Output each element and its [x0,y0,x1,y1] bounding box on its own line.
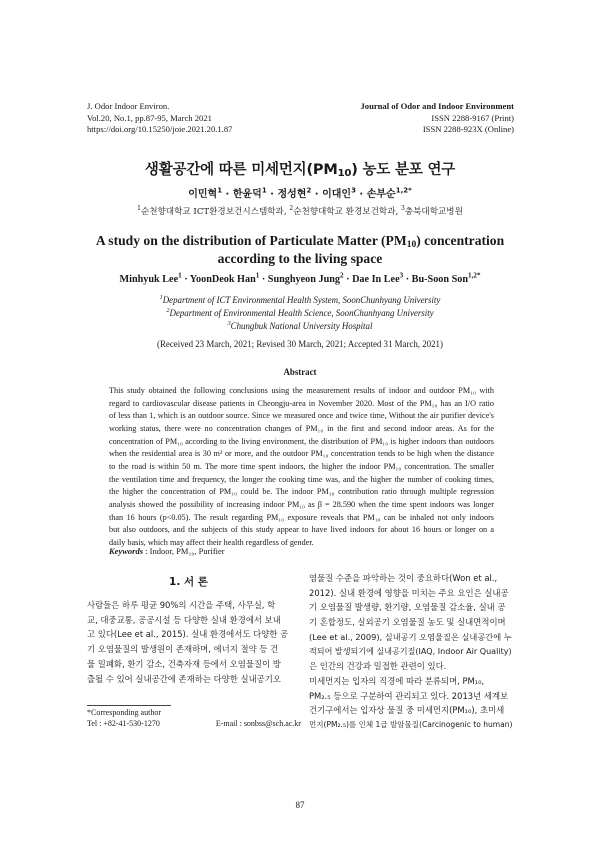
author-affil-mark: 1,2* [395,186,412,195]
journal-short-name: J. Odor Indoor Environ. [87,101,170,111]
body-column-right [309,571,514,733]
affiliation-text: 순천향대학교 ICT환경보건시스템학과, [140,207,290,217]
affiliation-text: 순천향대학교 환경보건학과, [293,207,401,217]
affiliation-text: Department of ICT Environmental Health System, SoonChunhyang University [162,295,441,305]
body-line: 기 오염물질 발생량, 환기량, 오염물질 감소율, 실내 공 [309,602,506,613]
affiliation-mark: 2 [289,205,294,213]
body-line: 기 오염물질의 발생원이 존재하며, 에너지 절약 등 건 [87,644,279,655]
footnote-rule [87,705,171,706]
volume-info: Vol.20, No.1, pp.87-95, March 2021 [87,112,212,123]
footnote-email[interactable]: E-mail : sonbss@sch.ac.kr [215,718,301,728]
author-affil-mark: 3 [351,186,356,195]
affiliation-line [0,307,600,320]
abstract-line: regard to cardiovascular disease patients in Cheongju-area in November 2020. Most of the PM₁₀ has an I/O ratio [109,398,494,408]
affiliation-mark: 3 [400,205,405,213]
author-name: 한윤덕 [232,189,262,200]
body-line: (Lee et al., 2009), 실내공기 오염물질은 실내공간에 누 [309,631,512,642]
received-dates: (Received 23 March, 2021; Revised 30 March, 2021; Accepted 31 March, 2021) [157,339,443,349]
body-line: 은 인간의 건강과 밀접한 관련이 있다. [309,661,447,672]
author-affil-mark: 1 [178,271,182,280]
affiliation-text: 충북대학교병원 [404,207,463,217]
body-line: 사람들은 하루 평균 90%의 시간을 주택, 사무실, 학 [87,600,276,610]
abstract-line: of less than 1, which is an outdoor source. Since we measured once and twice time, Without the air purifier device's [109,411,494,421]
author-name: 손부순 [366,189,396,200]
affiliation-line [0,320,600,333]
author-affil-mark: 1 [217,186,223,195]
body-line: 염물질 수준을 파악하는 것이 중요하다(Won et al., [309,573,498,583]
korean-title: 생활공간에 따른 미세먼지$(PM_{10})$ 농도 분포 연구 [144,162,456,179]
abstract-heading: Abstract [283,367,317,377]
affiliation-mark: 2 [166,306,170,314]
author-separator: · [355,189,367,200]
abstract-line: daily basis, which may affect their health regardless of gender. [109,537,314,547]
body-line: 먼지(PM₂.₅)를 인체 1급 발암물질(Carcinogenic to human) [309,720,513,730]
author-separator: · [403,274,412,285]
body-column-left [87,598,292,686]
body-line: 적되어 발생되기에 실내공기질(IAQ, Indoor Air Quality) [309,646,512,656]
corresponding-author-label: *Corresponding author [87,708,161,717]
affiliation-line [0,294,600,307]
footnote [87,708,301,729]
author-affil-mark: 2 [340,271,344,280]
journal-full-name: Journal of Odor and Indoor Environment [360,101,514,111]
korean-affiliations [0,205,600,217]
affiliation-mark: 1 [159,294,163,302]
body-line: 2012). 실내 환경에 영향을 미치는 주요 요인은 실내공 [309,587,509,598]
body-line: PM₂.₅ 등으로 구분하여 관리되고 있다. 2013년 세계보 [309,690,509,701]
abstract-line: the higher the concentration of PM₁₀ could be. The indoor PM₁₀ contribution ratio through multiple regression [109,487,494,497]
journal-header-left [87,101,232,136]
abstract-line: working status, there were no concentration changes of PM₁₀ in the first and second indoor areas. As for the [109,423,494,433]
footnote-tel: Tel : +82-41-530-1270 [87,718,160,728]
abstract-line: but also outdoors, and the subjects of this study appear to have lived indoors for about 16 hours or longer on a [109,525,494,535]
author-separator: · [311,189,323,200]
abstract-line: concentration of PM₁₀ according to the living environment, the distribution of PM₁₀ is higher indoors than outdoors [109,436,494,446]
body-line: 물 밀폐화, 환기 감소, 건축자재 등에서 오염물질이 방 [87,658,281,669]
author-name: 이대인 [322,189,352,200]
abstract-line: to the road is within 50 m. The more time spent indoors, the higher the indoor PM₁₀ concentration. The smaller [109,461,494,471]
author-separator: · [266,189,278,200]
body-line: 교, 대중교통, 공공시설 등 다양한 실내 환경에서 보내 [87,614,281,625]
section-heading: 1. 서 론 [169,576,208,588]
author-separator: · [181,274,190,285]
english-title: A study on the distribution of Particulate Matter $(PM_{10})$ concentration according to the living space [95,233,505,266]
author-name: YoonDeok Han [189,274,256,285]
body-line: 출될 수 있어 실내공간에 존재하는 다양한 실내공기오 [87,673,281,684]
abstract-line: analysis showed the possibility of increasing indoor PM₁₀ as β = 28.590 when the time spent indoors was longer [109,499,494,509]
author-name: 이민혁 [188,189,218,200]
body-line: 미세먼지는 입자의 직경에 따라 분류되며, PM₁₀, [309,675,485,686]
author-affil-mark: 1 [261,186,267,195]
author-affil-mark: 1,2* [468,271,481,280]
page-number: 87 [295,800,305,810]
korean-authors [0,185,600,200]
author-name: Dae In Lee [352,274,400,285]
affiliation-mark: 3 [227,319,231,327]
author-name: 정성현 [277,189,307,200]
affiliation-text: Department of Environmental Health Science, SoonChunhyang University [169,307,434,318]
author-separator: · [222,189,233,200]
affiliation-mark: 1 [137,205,141,213]
body-line: 고 있다(Lee et al., 2015). 실내 환경에서도 다양한 공 [87,629,289,640]
author-separator: · [259,274,268,285]
abstract-text [109,385,494,550]
author-separator: · [343,274,353,285]
issn-online: ISSN 2288-923X (Online) [422,124,514,135]
english-affiliations [0,294,600,332]
author-name: Minhyuk Lee [119,274,179,285]
affiliation-text: Chungbuk National University Hospital [230,320,373,331]
author-affil-mark: 3 [399,271,404,280]
english-authors [0,271,600,285]
issn-print: ISSN 2288-9167 (Print) [431,112,514,123]
abstract-line: than 16 hours (p<0.05). The result regarding PM₁₀ exposure reveals that PM₁₀ can be inhaled not only indoors [109,512,494,522]
abstract-line: when the residential area is 30 m² or more, and the outdoor PM₁₀ concentration tends to be high when the distance [109,449,494,459]
author-name: Bu-Soon Son [411,274,469,285]
abstract-line: This study obtained the following conclusions using the measurement results of indoor and outdoor PM₁₀ with [109,386,494,395]
keywords: Keywords : Indoor, PM₁₀, Purifier [109,546,225,556]
body-line: 건기구에서는 입자상 물질 중 미세먼지(PM₁₀), 초미세 [309,705,505,716]
abstract-line: the ventilation time and frequency, the longer the cooking time was, and the higher the number of cooking times, [109,474,494,484]
body-line: 기 혼합정도, 실외공기 오염물질 농도 및 실내면적이며 [309,617,506,628]
journal-header-right [360,101,514,136]
author-affil-mark: 1 [255,271,260,280]
author-name: Sunghyeon Jung [267,274,340,285]
author-affil-mark: 2 [306,186,312,195]
doi-link[interactable]: https://doi.org/10.15250/joie.2021.20.1.87 [87,124,233,135]
